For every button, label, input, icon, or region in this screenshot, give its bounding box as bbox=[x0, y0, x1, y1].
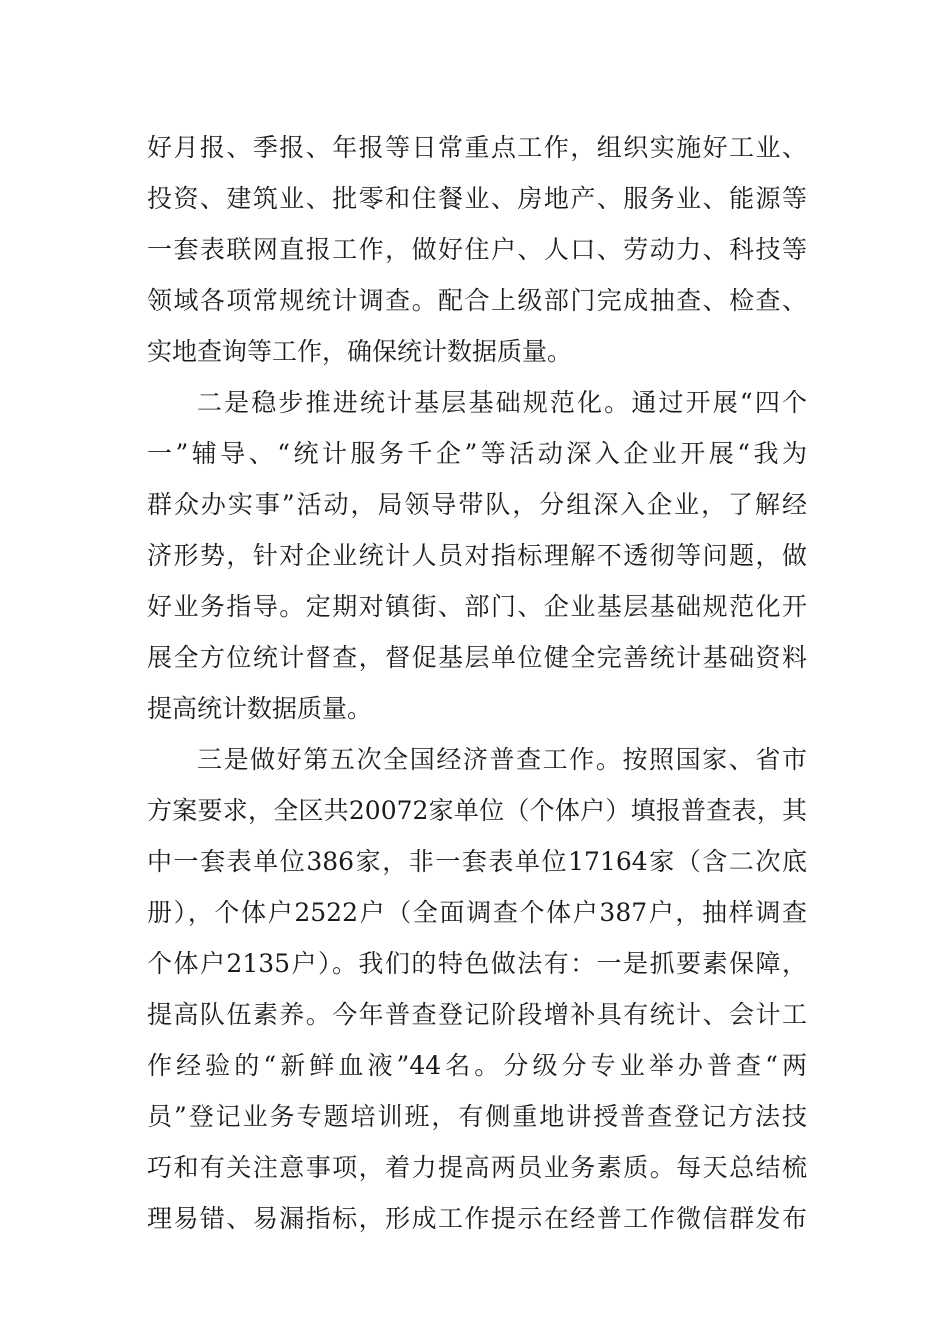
paragraph-line: 方案要求，全区共20072家单位（个体户）填报普查表，其 bbox=[147, 796, 807, 825]
paragraph-line: 中一套表单位386家，非一套表单位17164家（含二次底 bbox=[147, 847, 807, 876]
document-body bbox=[147, 128, 807, 1250]
paragraph-line: 展全方位统计督查，督促基层单位健全完善统计基础资料 bbox=[147, 643, 807, 672]
paragraph-line: 投资、建筑业、批零和住餐业、房地产、服务业、能源等 bbox=[147, 184, 807, 213]
paragraph-line: 好业务指导。定期对镇街、部门、企业基层基础规范化开 bbox=[147, 592, 807, 621]
paragraph-3 bbox=[147, 740, 807, 1250]
paragraph-line: 济形势，针对企业统计人员对指标理解不透彻等问题，做 bbox=[147, 541, 807, 570]
paragraph-line: 巧和有关注意事项，着力提高两员业务素质。每天总结梳 bbox=[147, 1153, 807, 1182]
paragraph-1 bbox=[147, 128, 807, 383]
paragraph-line: 理易错、易漏指标，形成工作提示在经普工作微信群发布 bbox=[147, 1204, 807, 1233]
paragraph-line: 一套表联网直报工作，做好住户、人口、劳动力、科技等 bbox=[147, 235, 807, 264]
paragraph-line: 三是做好第五次全国经济普查工作。按照国家、省市 bbox=[197, 745, 807, 774]
paragraph-line: 个体户2135户）。我们的特色做法有：一是抓要素保障， bbox=[147, 949, 807, 978]
paragraph-line: 提高队伍素养。今年普查登记阶段增补具有统计、会计工 bbox=[147, 1000, 807, 1029]
paragraph-line: 领域各项常规统计调查。配合上级部门完成抽查、检查、 bbox=[147, 286, 807, 315]
paragraph-line: 群众办实事”活动，局领导带队，分组深入企业，了解经 bbox=[147, 490, 807, 519]
paragraph-line: 员”登记业务专题培训班，有侧重地讲授普查登记方法技 bbox=[147, 1102, 807, 1131]
paragraph-line: 实地查询等工作，确保统计数据质量。 bbox=[147, 337, 573, 366]
paragraph-line: 作经验的“新鲜血液”44名。分级分专业举办普查“两 bbox=[147, 1051, 807, 1080]
paragraph-line: 一”辅导、“统计服务千企”等活动深入企业开展“我为 bbox=[147, 439, 807, 468]
paragraph-line: 好月报、季报、年报等日常重点工作，组织实施好工业、 bbox=[147, 133, 807, 162]
paragraph-line: 二是稳步推进统计基层基础规范化。通过开展“四个 bbox=[197, 388, 807, 417]
paragraph-line: 册），个体户2522户（全面调查个体户387户，抽样调查 bbox=[147, 898, 807, 927]
paragraph-2 bbox=[147, 383, 807, 740]
paragraph-line: 提高统计数据质量。 bbox=[147, 694, 373, 723]
